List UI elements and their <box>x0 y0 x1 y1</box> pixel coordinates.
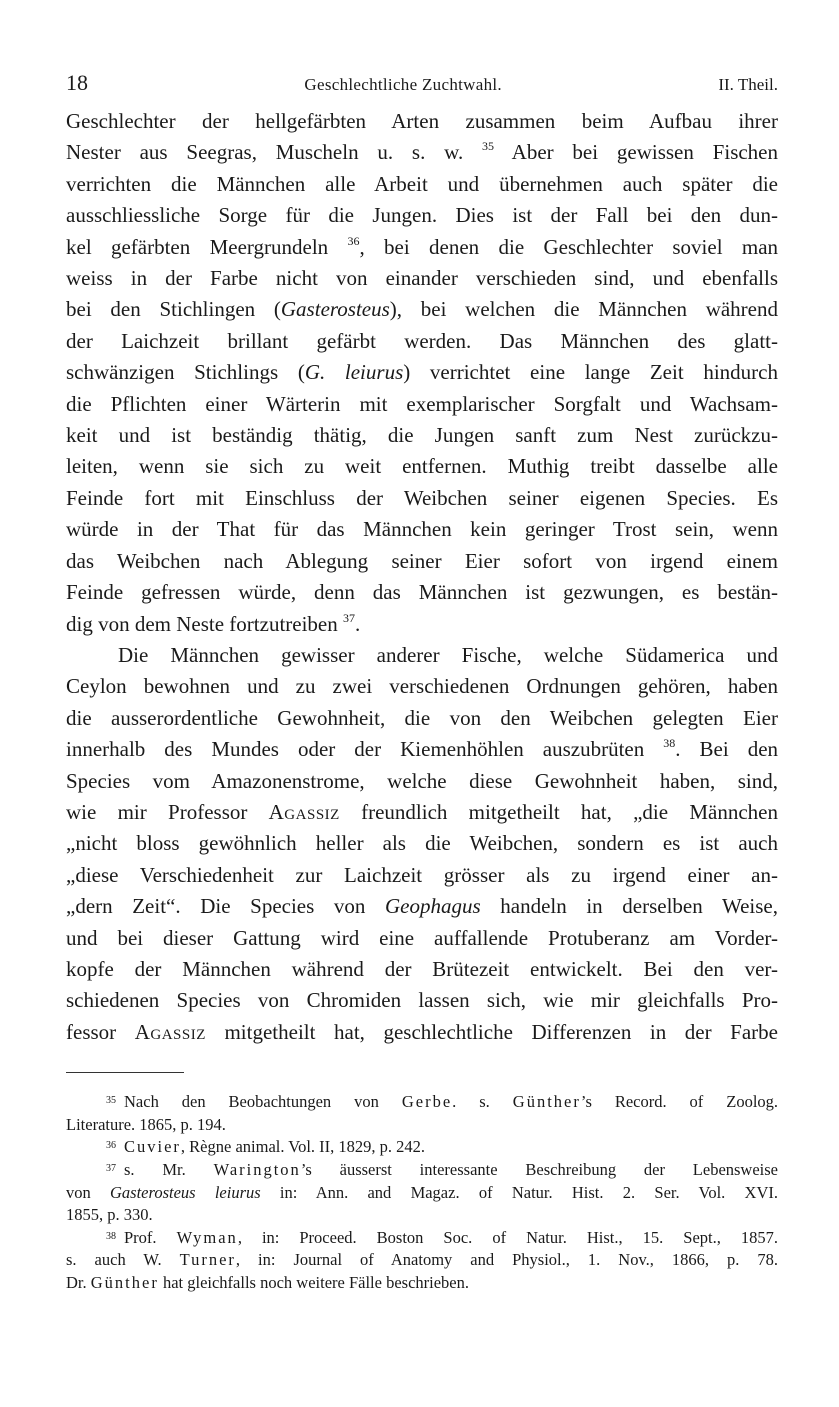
footnote-37: $^{37}$ s. Mr. Warington’s äusserst interessante Beschreibung der Lebensweise <box>106 1159 779 1179</box>
footnote-37-cont: von Gasterosteus leiurus in: Ann. and Magaz. of Natur. Hist. 2. Ser. Vol. XVI. <box>66 1182 779 1202</box>
text-line: keit und ist beständig thätig, die Jungen sanft zum Nest zurückzu- <box>66 423 778 448</box>
footnotes <box>66 1091 778 1294</box>
text-line: Nester aus Seegras, Muscheln u. s. w. $^{35}$ Aber bei gewissen Fischen <box>66 139 779 165</box>
footnote-38: $^{38}$ Prof. Wyman, in: Proceed. Boston Soc. of Natur. Hist., 15. Sept., 1857. <box>106 1227 778 1247</box>
text-line: die ausserordentliche Gewohnheit, die von den Weibchen gelegten Eier <box>66 705 778 730</box>
text-line: Geschlechter der hellgefärbten Arten zusammen beim Aufbau ihrer <box>66 109 778 133</box>
text-line: das Weibchen nach Ablegung seiner Eier sofort von irgend einem <box>66 548 778 573</box>
footnote-ref[interactable]: 37 <box>343 610 355 625</box>
text-line: Feinde fort mit Einschluss der Weibchen seiner eigenen Species. Es <box>66 485 778 510</box>
paragraph-1 <box>66 106 778 640</box>
text-line: kel gefärbten Meergrundeln $^{36}$, bei denen die Geschlechter soviel man <box>66 233 779 259</box>
text-line: dig von dem Neste fortzutreiben $^{37}$. <box>66 610 361 636</box>
running-header <box>66 70 778 102</box>
text-line: innerhalb des Mundes oder der Kiemenhöhlen auszubrüten $^{38}$. Bei den <box>66 736 779 762</box>
person-name: Agassiz <box>134 1019 206 1044</box>
footnote-divider <box>66 1072 184 1073</box>
main-text <box>66 106 778 1048</box>
text-line: der Laichzeit brillant gefärbt werden. Das Männchen des glatt- <box>66 328 778 353</box>
text-line: verrichten die Männchen alle Arbeit und übernehmen auch später die <box>66 171 778 196</box>
text-line: kopfe der Männchen während der Brütezeit entwickelt. Bei den ver- <box>66 956 778 981</box>
text-line: „dern Zeit“. Die Species von Geophagus handeln in derselben Weise, <box>66 894 778 919</box>
text-line: und bei dieser Gattung wird eine auffallende Protuberanz am Vorder- <box>66 925 778 950</box>
text-line: schwänzigen Stichlings (G. leiurus) verrichtet eine lange Zeit hindurch <box>66 360 778 385</box>
text-line: „nicht bloss gewöhnlich heller als die Weibchen, sondern es ist auch <box>66 831 778 856</box>
running-title: Geschlechtliche Zuchtwahl. <box>304 75 502 94</box>
part-label: II. Theil. <box>718 75 778 94</box>
footnote-35: $^{35}$ Nach den Beobachtungen von Gerbe. s. Günther’s Record. of Zoolog. <box>106 1092 779 1112</box>
text-line: weiss in der Farbe nicht von einander verschieden sind, und ebenfalls <box>66 266 778 291</box>
text-line: ausschliessliche Sorge für die Jungen. Dies ist der Fall bei den dun- <box>66 203 778 228</box>
text-line: wie mir Professor Agassiz freundlich mitgetheilt hat, „die Männchen <box>66 799 779 824</box>
footnote-37-cont: 1855, p. 330. <box>66 1205 153 1225</box>
text-line: Die Männchen gewisser anderer Fische, welche Südamerica und <box>118 642 778 667</box>
book-page <box>66 70 778 1295</box>
text-line: Species vom Amazonenstrome, welche diese Gewohnheit haben, sind, <box>66 768 778 793</box>
text-line: leiten, wenn sie sich zu weit entfernen. Muthig treibt dasselbe alle <box>66 454 778 479</box>
footnote-36: $^{36}$ Cuvier, Règne animal. Vol. II, 1829, p. 242. <box>106 1137 426 1157</box>
footnote-ref[interactable]: 38 <box>663 736 676 751</box>
footnote-38-cont: s. auch W. Turner, in: Journal of Anatomy and Physiol., 1. Nov., 1866, p. 78. <box>66 1250 779 1270</box>
text-line: Ceylon bewohnen und zu zwei verschiedenen Ordnungen gehören, haben <box>66 674 778 699</box>
text-line: schiedenen Species von Chromiden lassen sich, wie mir gleichfalls Pro- <box>66 988 778 1013</box>
paragraph-2 <box>66 640 778 1048</box>
page-number: 18 <box>66 70 88 95</box>
footnote-38-cont: Dr. Günther hat gleichfalls noch weitere Fälle beschrieben. <box>66 1272 469 1292</box>
footnote-ref[interactable]: 36 <box>347 233 360 248</box>
footnote-35-cont: Literature. 1865, p. 194. <box>66 1114 226 1134</box>
text-line: die Pflichten einer Wärterin mit exemplarischer Sorgfalt und Wachsam- <box>66 391 778 416</box>
person-name: Agassiz <box>268 799 340 824</box>
text-line: fessor Agassiz mitgetheilt hat, geschlechtliche Differenzen in der Farbe <box>66 1019 778 1044</box>
text-line: würde in der That für das Männchen kein geringer Trost sein, wenn <box>66 517 778 542</box>
italic-taxon: G. leiurus <box>304 360 404 385</box>
italic-taxon: Gasterosteus <box>280 297 390 322</box>
text-line: bei den Stichlingen (Gasterosteus), bei welchen die Männchen während <box>66 297 778 322</box>
footnote-ref[interactable]: 35 <box>482 139 495 154</box>
text-line: Feinde gefressen würde, denn das Männchen ist gezwungen, es bestän- <box>66 580 778 605</box>
italic-taxon: Geophagus <box>385 894 481 919</box>
text-line: „diese Verschiedenheit zur Laichzeit grösser als zu irgend einer an- <box>66 862 778 887</box>
